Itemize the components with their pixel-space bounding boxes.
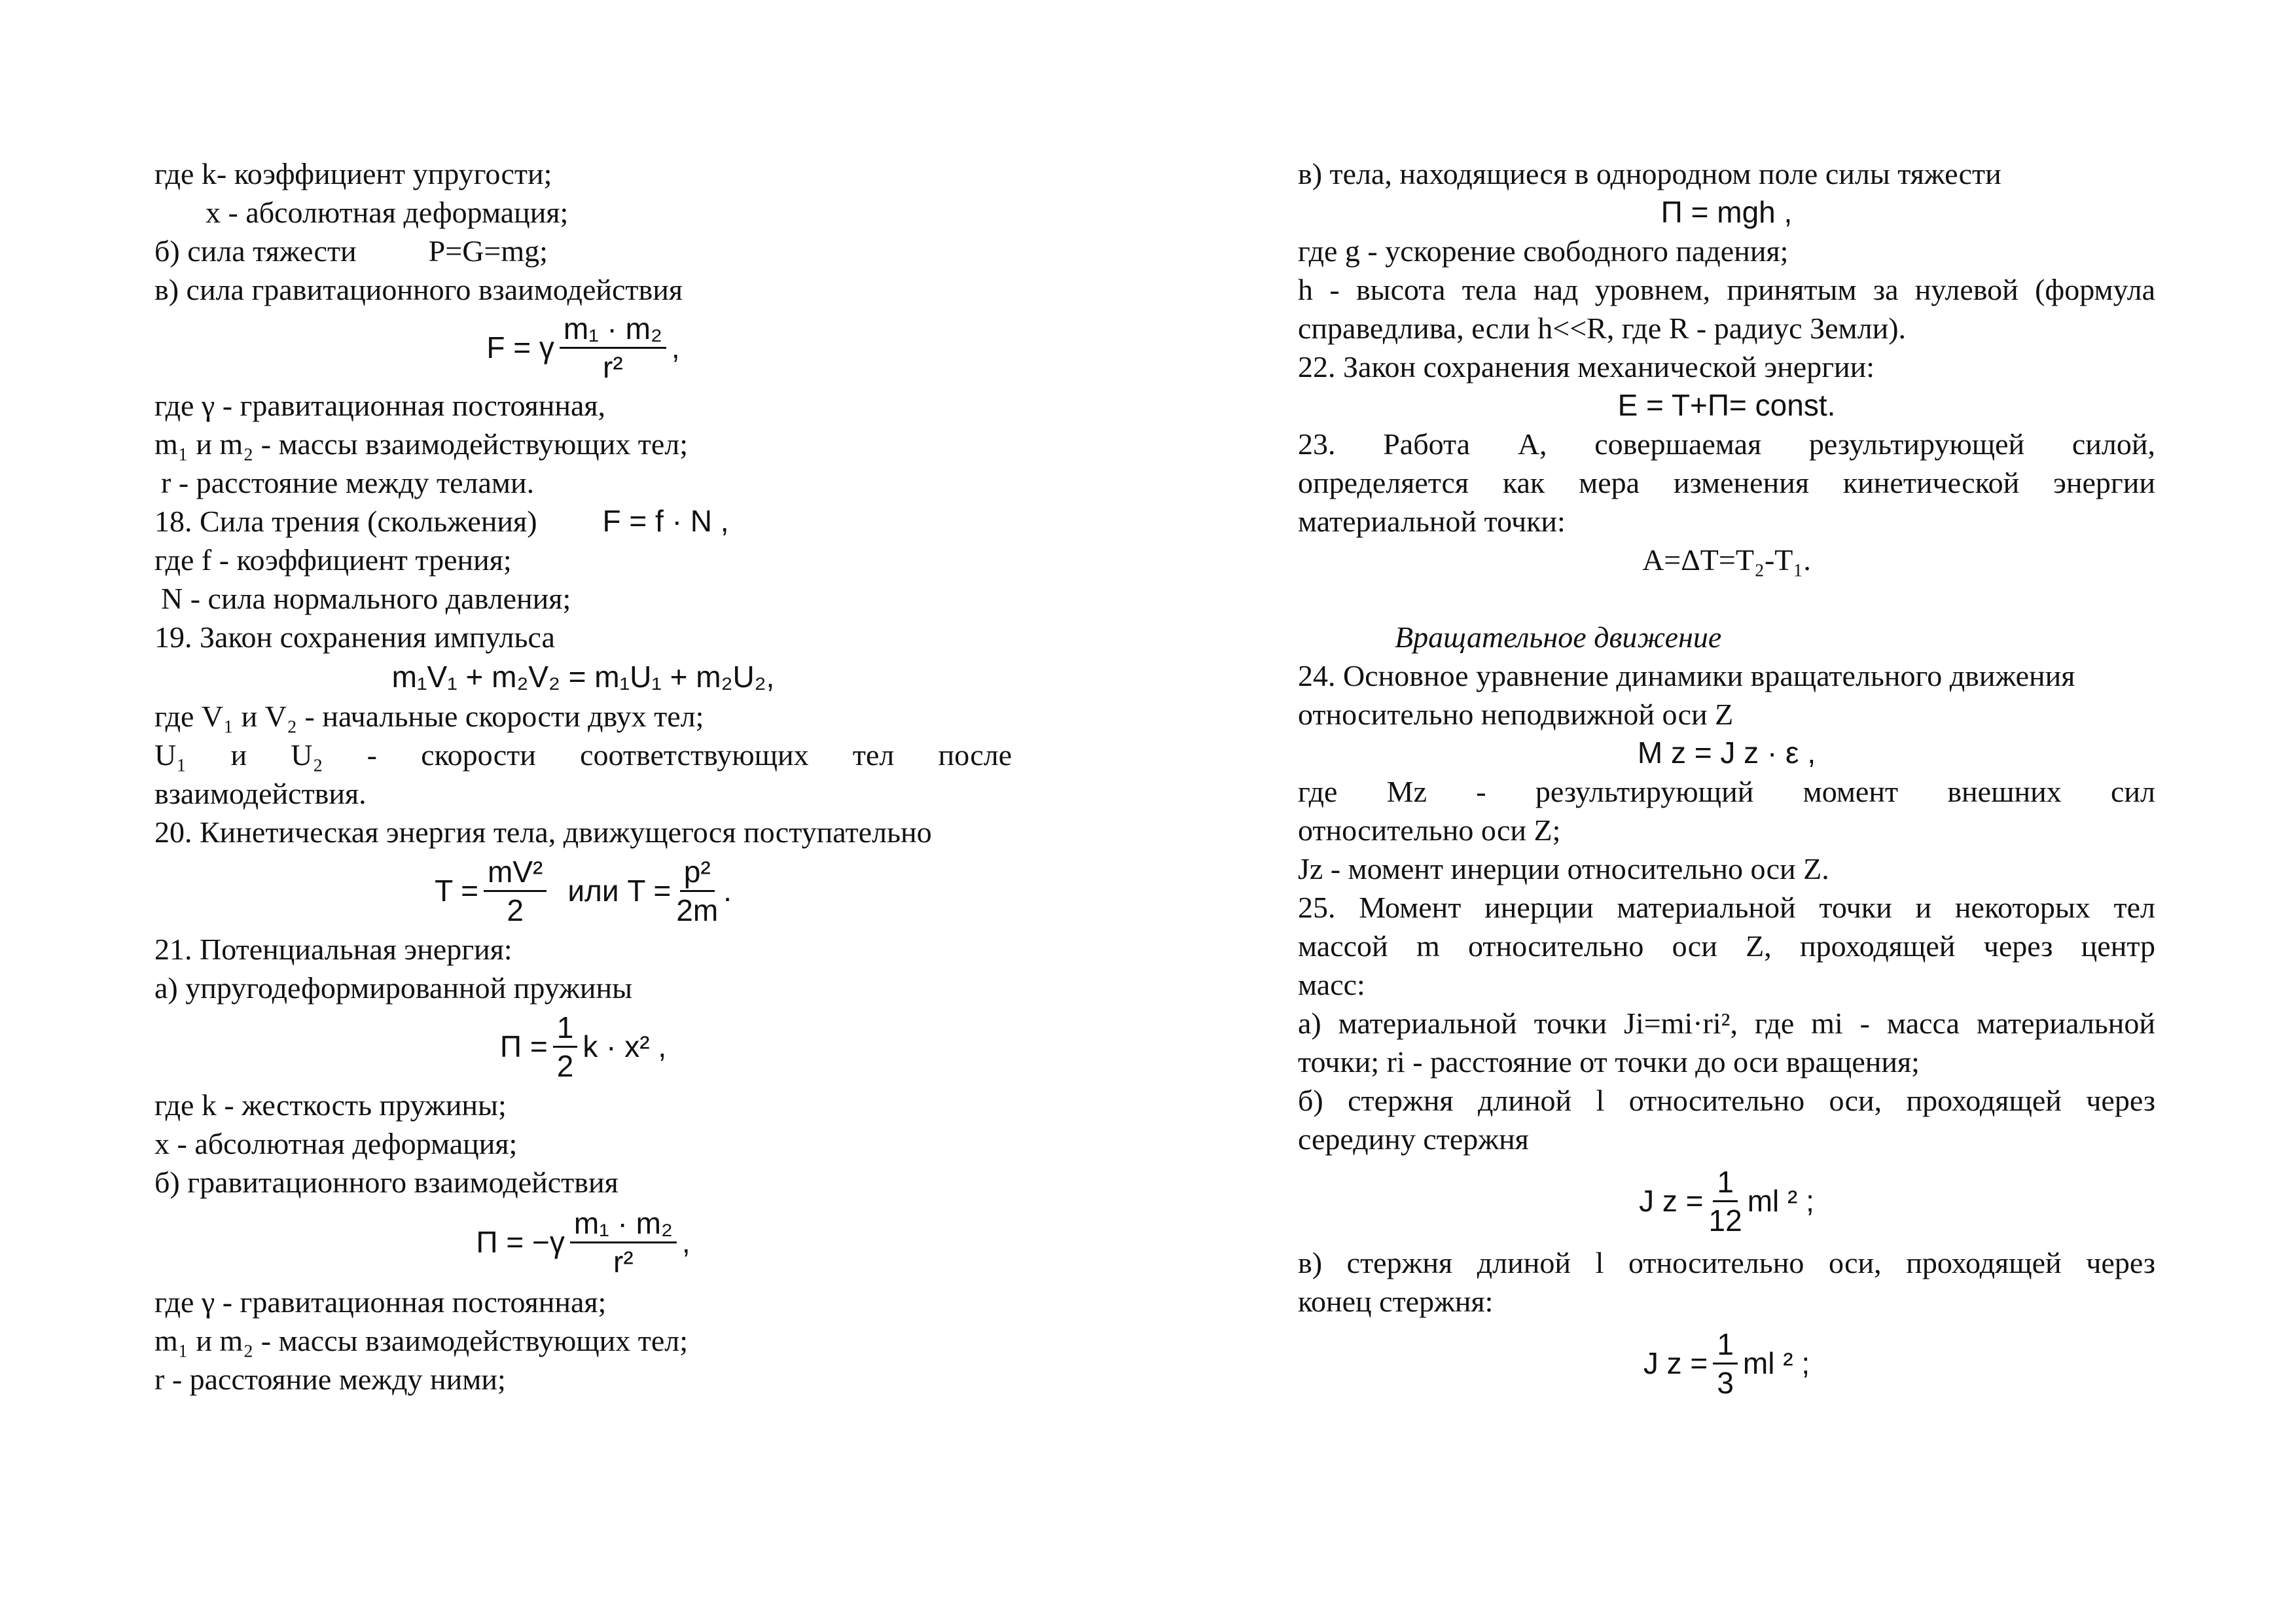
denominator: r² — [603, 349, 623, 384]
formula-energy-conservation: E = T+Π= const. — [1617, 388, 1836, 422]
text-line: середину стержня — [1298, 1122, 1529, 1156]
formula-part: T = — [435, 873, 478, 908]
fraction — [1713, 1327, 1738, 1400]
text-line: где V₁ и V₂ - начальные скорости двух тел; — [154, 700, 704, 733]
denominator: 3 — [1717, 1365, 1734, 1400]
text-line: где k - жесткость пружины; — [154, 1088, 507, 1122]
text-line — [154, 502, 1012, 541]
text-line: материальной точки: — [1298, 505, 1566, 538]
numerator: p² — [680, 855, 715, 892]
formula-work: A=ΔT=T₂-T₁. — [1642, 543, 1811, 577]
formula-rod-center — [1298, 1158, 2155, 1243]
text-line: x - абсолютная деформация; — [206, 196, 569, 229]
text-line: определяется как мера изменения кинетической энергии — [1298, 466, 2155, 499]
text-line: относительно оси Z; — [1298, 813, 1561, 847]
formula-part: ml ² ; — [1742, 1346, 1810, 1380]
spacer — [1298, 579, 2155, 618]
formula-part: . — [723, 873, 732, 908]
denominator: 2m — [676, 893, 719, 927]
text-line — [154, 232, 1012, 270]
numerator: mV² — [484, 855, 547, 892]
formula-part: или T = — [567, 873, 672, 908]
fraction — [560, 312, 666, 384]
formula-inline: P=G=mg; — [428, 234, 548, 268]
fraction — [570, 1206, 677, 1279]
formula-rod-end — [1298, 1321, 2155, 1406]
formula-part: Π = — [499, 1029, 548, 1063]
text-line: точки; ri - расстояние от точки до оси вращения; — [1298, 1045, 1920, 1079]
text-line: в) стержня длиной l относительно оси, проходящей через — [1298, 1246, 2155, 1279]
text-line: где k- коэффициент упругости; — [154, 157, 552, 190]
text-line: где f - коэффициент трения; — [154, 543, 512, 577]
section-heading: Вращательное движение — [1395, 620, 1722, 654]
fraction — [676, 855, 718, 927]
formula-potential-gravity: Π = mgh , — [1660, 195, 1793, 229]
formula-rotation-dynamics: M z = J z · ε , — [1637, 736, 1816, 770]
formula-part: k · x² , — [583, 1029, 667, 1063]
text-line: массой m относительно оси Z, проходящей через центр — [1298, 929, 2155, 963]
right-column — [1298, 154, 2155, 1406]
formula-spring-energy — [154, 1007, 1012, 1086]
text-line: конец стержня: — [1298, 1285, 1494, 1318]
text-line: где γ - гравитационная постоянная, — [154, 389, 606, 422]
text-line: r - расстояние между ними; — [154, 1363, 506, 1396]
text-line: 24. Основное уравнение динамики вращательного движения — [1298, 659, 2075, 692]
text-line: x - абсолютная деформация; — [154, 1127, 518, 1160]
numerator: 1 — [1713, 1327, 1738, 1364]
numerator: m₁ · m₂ — [570, 1206, 677, 1243]
text-line: а) материальной точки Ji=mi·ri², где mi - масса материальной — [1298, 1007, 2155, 1040]
text-line: h - высота тела над уровнем, принятым за нулевой (формула — [1298, 273, 2155, 306]
text-line: 21. Потенциальная энергия: — [154, 933, 512, 966]
denominator: r² — [613, 1244, 634, 1279]
text-line: m₁ и m₂ - массы взаимодействующих тел; — [154, 427, 688, 461]
text-line: 25. Момент инерции материальной точки и некоторых тел — [1298, 891, 2155, 924]
text-line: m₁ и m₂ - массы взаимодействующих тел; — [154, 1324, 688, 1357]
formula-part: ml ² ; — [1747, 1183, 1814, 1218]
fraction — [484, 855, 547, 927]
denominator: 2 — [556, 1048, 574, 1083]
text-line: в) сила гравитационного взаимодействия — [154, 273, 683, 306]
formula-gravity-energy — [154, 1202, 1012, 1283]
formula-gravity-force — [154, 309, 1012, 386]
formula-momentum: m₁V₁ + m₂V₂ = m₁U₁ + m₂U₂, — [391, 659, 775, 694]
formula-part: J z = — [1639, 1183, 1704, 1218]
text-line: а) упругодеформированной пружины — [154, 971, 633, 1005]
text-line: где Mz - результирующий момент внешних сил — [1298, 775, 2155, 808]
formula-inline: F = f · N , — [602, 504, 729, 538]
fraction — [553, 1010, 578, 1083]
text-line: в) тела, находящиеся в однородном поле силы тяжести — [1298, 157, 2001, 190]
text-line: б) стержня длиной l относительно оси, проходящей через — [1298, 1084, 2155, 1117]
numerator: 1 — [1713, 1165, 1738, 1202]
formula-kinetic-energy — [154, 851, 1012, 930]
text-line: где γ - гравитационная постоянная; — [154, 1285, 607, 1319]
formula-part: F = γ — [486, 330, 554, 365]
numerator: 1 — [553, 1010, 578, 1048]
text-line: масс: — [1298, 968, 1365, 1001]
text-line: относительно неподвижной оси Z — [1298, 698, 1734, 731]
text-line: 22. Закон сохранения механической энергии: — [1298, 350, 1875, 383]
left-column — [154, 154, 1012, 1399]
text-line: N - сила нормального давления; — [161, 582, 571, 615]
text-span: б) сила тяжести — [154, 234, 357, 268]
text-line: взаимодействия. — [154, 777, 367, 810]
text-line: где g - ускорение свободного падения; — [1298, 234, 1789, 268]
formula-part: Π = −γ — [476, 1224, 565, 1259]
formula-part: , — [681, 1224, 691, 1259]
denominator: 12 — [1708, 1203, 1742, 1238]
numerator: m₁ · m₂ — [560, 312, 666, 349]
text-line: б) гравитационного взаимодействия — [154, 1166, 619, 1199]
text-span: 18. Сила трения (скольжения) — [154, 505, 537, 538]
text-line: r - расстояние между телами. — [161, 466, 535, 499]
text-line: U₁ и U₂ - скорости соответствующих тел после — [154, 738, 1012, 772]
denominator: 2 — [507, 893, 524, 927]
text-line: 20. Кинетическая энергия тела, движущегося поступательно — [154, 815, 932, 849]
fraction — [1709, 1165, 1742, 1238]
text-line: 23. Работа А, совершаемая результирующей силой, — [1298, 427, 2155, 461]
formula-part: J z = — [1643, 1346, 1708, 1380]
text-line: 19. Закон сохранения импульса — [154, 620, 555, 654]
text-line: справедлива, если h<<R, где R - радиус Земли). — [1298, 312, 1907, 345]
formula-part: , — [671, 330, 680, 365]
text-line: Jz - момент инерции относительно оси Z. — [1298, 852, 1829, 885]
